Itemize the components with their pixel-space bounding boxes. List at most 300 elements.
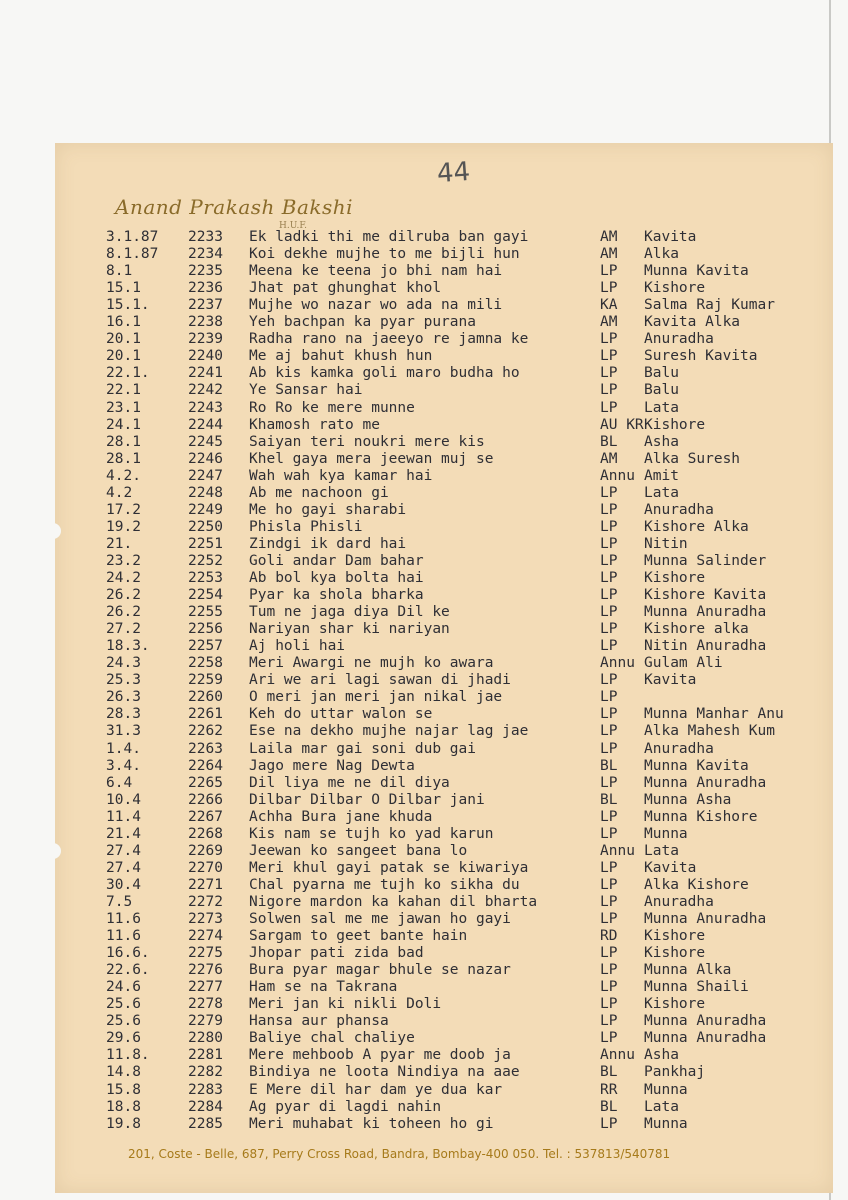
entry-artist: Lata [644,484,679,501]
entry-no: 2259 [188,672,223,689]
table-row [0,706,848,723]
table-row [0,1116,848,1133]
entry-date: 23.1 [106,399,141,416]
entry-no: 2238 [188,314,223,331]
entry-song: Dil liya me ne dil diya [249,774,450,791]
entry-song: Baliye chal chaliye [249,1030,415,1047]
entry-artist: Kishore [644,928,706,945]
entry-code: LP [600,501,618,518]
entry-artist: Kavita Alka [644,314,741,331]
entry-no: 2234 [188,246,223,263]
entry-artist: Alka Suresh [644,450,741,467]
entry-date: 1.4. [106,740,141,757]
table-row [0,758,848,775]
entry-no: 2258 [188,655,223,672]
entry-no: 2273 [188,911,223,927]
entry-date: 16.1 [106,314,141,331]
entry-artist: Nitin Anuradha [644,638,767,655]
entry-song: Tum ne jaga diya Dil ke [249,604,450,621]
table-row [0,485,848,502]
entry-no: 2242 [188,382,223,399]
table-row [0,741,848,758]
entry-artist: Munna Kavita [644,757,749,774]
entry-code: LP [600,825,618,842]
entry-date: 24.3 [106,655,141,672]
entry-code: Annu [600,1047,635,1064]
entry-code: BL [600,1064,618,1081]
entry-song: Jeewan ko sangeet bana lo [249,842,468,859]
entry-date: 28.3 [106,706,141,723]
entry-code: AM [600,450,618,467]
entry-code: AU KR [600,416,644,433]
entry-date: 20.1 [106,331,141,348]
entry-song: Nigore mardon ka kahan dil bharta [249,893,538,910]
entry-code: LP [600,365,618,382]
table-row [0,689,848,706]
entry-artist: Anuradha [644,740,714,757]
entry-artist: Munna Kavita [644,263,749,280]
entry-code: LP [600,484,618,501]
entry-date: 27.4 [106,859,141,876]
table-row [0,723,848,740]
table-row [0,843,848,860]
entry-no: 2233 [188,229,223,245]
entry-code: LP [600,962,618,979]
entry-no: 2281 [188,1047,223,1064]
table-row [0,348,848,365]
entry-date: 26.2 [106,587,141,604]
entry-date: 3.4. [106,757,141,774]
table-row [0,1082,848,1099]
entry-code: LP [600,587,618,604]
entry-date: 11.8. [106,1047,150,1064]
entry-song: Mere mehboob A pyar me doob ja [249,1047,511,1064]
entry-date: 24.1 [106,416,141,433]
entry-code: AM [600,229,618,245]
entry-song: Ag pyar di lagdi nahin [249,1098,442,1115]
entry-no: 2283 [188,1081,223,1098]
entry-artist: Kishore [644,996,706,1013]
entry-code: LP [600,911,618,927]
entry-artist: Lata [644,1098,679,1115]
entry-no: 2279 [188,1013,223,1030]
entry-code: LP [600,638,618,655]
entry-date: 23.2 [106,552,141,569]
entry-date: 24.2 [106,570,141,586]
entry-artist: Munna Shaili [644,979,749,996]
table-row [0,911,848,928]
entry-date: 11.6 [106,911,141,927]
entry-no: 2256 [188,621,223,638]
table-row [0,860,848,877]
entry-date: 15.1 [106,280,141,297]
entry-code: LP [600,604,618,621]
entry-artist: Munna Anuradha [644,774,767,791]
entry-no: 2243 [188,399,223,416]
entry-song: Phisla Phisli [249,518,363,535]
entry-artist: Munna [644,1081,688,1098]
entry-code: LP [600,774,618,791]
entry-date: 18.8 [106,1098,141,1115]
table-row [0,246,848,263]
entry-date: 8.1.87 [106,246,159,263]
entry-song: Jhat pat ghunghat khol [249,280,442,297]
entry-artist: Kishore Alka [644,518,749,535]
table-row [0,1013,848,1030]
entry-song: Bindiya ne loota Nindiya na aae [249,1064,520,1081]
table-row [0,553,848,570]
entry-artist: Asha [644,433,679,450]
entry-code: LP [600,859,618,876]
entry-song: Laila mar gai soni dub gai [249,740,476,757]
entry-artist: Kishore [644,280,706,297]
entry-code: Annu [600,467,635,484]
entry-no: 2241 [188,365,223,382]
handwritten-page-number: 44 [435,156,472,190]
table-row [0,570,848,587]
entry-song: Jago mere Nag Dewta [249,757,415,774]
table-row [0,792,848,809]
table-row [0,536,848,553]
letterhead-name: Anand Prakash Bakshi [115,195,354,219]
entry-date: 19.2 [106,518,141,535]
entry-code: LP [600,979,618,996]
entry-artist: Balu [644,382,679,399]
entry-song: Zindgi ik dard hai [249,535,407,552]
entry-code: LP [600,518,618,535]
entry-no: 2264 [188,757,223,774]
entry-song: Koi dekhe mujhe to me bijli hun [249,246,520,263]
entry-code: BL [600,1098,618,1115]
entry-song: Kis nam se tujh ko yad karun [249,825,494,842]
table-row [0,1047,848,1064]
entry-artist: Munna Asha [644,791,732,808]
entry-artist: Kishore [644,945,706,962]
entry-no: 2249 [188,501,223,518]
entry-artist: Lata [644,399,679,416]
entry-song: Nariyan shar ki nariyan [249,621,450,638]
entry-song: Bura pyar magar bhule se nazar [249,962,511,979]
entry-song: Ari we ari lagi sawan di jhadi [249,672,511,689]
entry-song: Chal pyarna me tujh ko sikha du [249,876,520,893]
entry-date: 15.1. [106,297,150,314]
table-row [0,894,848,911]
entry-date: 26.2 [106,604,141,621]
entry-artist: Salma Raj Kumar [644,297,775,314]
table-row [0,775,848,792]
entry-no: 2269 [188,842,223,859]
table-row [0,962,848,979]
entry-date: 22.1 [106,382,141,399]
entry-code: AM [600,314,618,331]
entry-song: Ese na dekho mujhe najar lag jae [249,723,529,740]
entry-song: Me aj bahut khush hun [249,348,433,365]
entry-song: Ham se na Takrana [249,979,398,996]
entry-artist: Alka Kishore [644,876,749,893]
entry-code: LP [600,672,618,689]
entry-artist: Kishore alka [644,621,749,638]
entry-date: 14.8 [106,1064,141,1081]
table-row [0,263,848,280]
footer-address: 201, Coste - Belle, 687, Perry Cross Road, Bandra, Bombay-400 050. Tel. : 537813/540781 [128,1147,671,1161]
entry-date: 25.6 [106,1013,141,1030]
entry-code: LP [600,996,618,1013]
entry-artist: Munna [644,1115,688,1132]
entry-artist: Asha [644,1047,679,1064]
entry-no: 2244 [188,416,223,433]
entry-no: 2277 [188,979,223,996]
entry-code: LP [600,689,618,706]
entry-date: 21.4 [106,825,141,842]
entry-no: 2274 [188,928,223,945]
entry-date: 15.8 [106,1081,141,1098]
entry-song: Meri khul gayi patak se kiwariya [249,859,529,876]
entry-no: 2270 [188,859,223,876]
entry-no: 2266 [188,791,223,808]
entry-artist: Kishore [644,570,706,586]
entry-no: 2278 [188,996,223,1013]
entry-no: 2260 [188,689,223,706]
entry-date: 8.1 [106,263,133,280]
entry-date: 11.4 [106,808,141,825]
entry-date: 25.6 [106,996,141,1013]
entry-code: LP [600,263,618,280]
table-row [0,331,848,348]
entry-artist: Munna Alka [644,962,732,979]
entry-no: 2254 [188,587,223,604]
entry-date: 11.6 [106,928,141,945]
entry-song: Mujhe wo nazar wo ada na mili [249,297,503,314]
entry-artist: Amit [644,467,679,484]
entry-code: LP [600,945,618,962]
entry-artist: Alka Mahesh Kum [644,723,775,740]
entry-date: 16.6. [106,945,150,962]
entry-artist: Balu [644,365,679,382]
entry-no: 2257 [188,638,223,655]
entry-date: 26.3 [106,689,141,706]
entry-no: 2236 [188,280,223,297]
entry-song: Achha Bura jane khuda [249,808,433,825]
entry-song: Khel gaya mera jeewan muj se [249,450,494,467]
entry-no: 2237 [188,297,223,314]
entry-no: 2280 [188,1030,223,1047]
table-row [0,672,848,689]
entry-date: 25.3 [106,672,141,689]
entry-code: RD [600,928,618,945]
entry-code: LP [600,723,618,740]
entry-no: 2250 [188,518,223,535]
entry-code: LP [600,535,618,552]
table-row [0,434,848,451]
entry-code: LP [600,893,618,910]
entry-code: LP [600,348,618,365]
entry-no: 2255 [188,604,223,621]
entry-code: LP [600,808,618,825]
entry-artist: Pankhaj [644,1064,706,1081]
entry-no: 2285 [188,1115,223,1132]
table-row [0,604,848,621]
entry-date: 7.5 [106,893,133,910]
entry-no: 2252 [188,552,223,569]
entry-artist: Lata [644,842,679,859]
entry-date: 22.1. [106,365,150,382]
entry-artist: Anuradha [644,501,714,518]
entry-date: 10.4 [106,791,141,808]
entry-artist: Kavita [644,859,697,876]
entry-song: Jhopar pati zida bad [249,945,424,962]
entry-no: 2268 [188,825,223,842]
table-row [0,928,848,945]
entry-code: BL [600,757,618,774]
entry-date: 24.6 [106,979,141,996]
entry-artist: Anuradha [644,893,714,910]
entry-code: LP [600,1030,618,1047]
entry-code: BL [600,433,618,450]
entry-date: 28.1 [106,450,141,467]
table-row [0,1064,848,1081]
entry-no: 2248 [188,484,223,501]
entry-artist: Munna Salinder [644,552,767,569]
table-row [0,365,848,382]
entry-date: 18.3. [106,638,150,655]
entry-no: 2235 [188,263,223,280]
table-row [0,638,848,655]
entry-artist: Munna Anuradha [644,1013,767,1030]
entry-date: 20.1 [106,348,141,365]
entry-no: 2271 [188,876,223,893]
entry-code: LP [600,570,618,586]
entry-song: Radha rano na jaeeyo re jamna ke [249,331,529,348]
table-row [0,400,848,417]
entry-code: LP [600,552,618,569]
table-row [0,1099,848,1116]
entry-no: 2265 [188,774,223,791]
entry-artist: Suresh Kavita [644,348,758,365]
entry-no: 2263 [188,740,223,757]
entry-song: Keh do uttar walon se [249,706,433,723]
entry-song: Dilbar Dilbar O Dilbar jani [249,791,485,808]
entry-code: KA [600,297,618,314]
entry-song: O meri jan meri jan nikal jae [249,689,503,706]
entry-song: Pyar ka shola bharka [249,587,424,604]
entry-song: Ab kis kamka goli maro budha ho [249,365,520,382]
entry-code: Annu [600,655,635,672]
entry-artist: Gulam Ali [644,655,723,672]
entry-code: LP [600,876,618,893]
table-row [0,297,848,314]
entry-song: Aj holi hai [249,638,346,655]
table-row [0,877,848,894]
table-row [0,502,848,519]
entry-song: Ro Ro ke mere munne [249,399,415,416]
entry-song: Me ho gayi sharabi [249,501,407,518]
entry-artist: Kishore [644,416,706,433]
entry-no: 2251 [188,535,223,552]
entry-artist: Munna Kishore [644,808,758,825]
entry-song: E Mere dil har dam ye dua kar [249,1081,503,1098]
entry-no: 2245 [188,433,223,450]
table-row [0,826,848,843]
entry-date: 31.3 [106,723,141,740]
entry-artist: Nitin [644,535,688,552]
entry-code: LP [600,1013,618,1030]
table-row [0,1030,848,1047]
entry-code: LP [600,706,618,723]
table-row [0,451,848,468]
entry-code: LP [600,621,618,638]
entry-song: Ye Sansar hai [249,382,363,399]
entry-date: 29.6 [106,1030,141,1047]
entry-date: 19.8 [106,1115,141,1132]
entry-code: AM [600,246,618,263]
entry-artist: Munna Manhar Anu [644,706,784,723]
entry-song: Meena ke teena jo bhi nam hai [249,263,503,280]
entry-code: LP [600,331,618,348]
entry-no: 2262 [188,723,223,740]
entry-date: 28.1 [106,433,141,450]
entry-no: 2276 [188,962,223,979]
entry-no: 2275 [188,945,223,962]
entry-code: LP [600,1115,618,1132]
entry-date: 4.2. [106,467,141,484]
table-row [0,417,848,434]
table-row [0,945,848,962]
entry-code: LP [600,740,618,757]
entry-date: 27.4 [106,842,141,859]
entry-song: Meri muhabat ki toheen ho gi [249,1115,494,1132]
entry-artist: Kishore Kavita [644,587,767,604]
entry-no: 2261 [188,706,223,723]
entry-song: Ab me nachoon gi [249,484,389,501]
entry-artist: Kavita [644,229,697,245]
entry-no: 2282 [188,1064,223,1081]
entry-song: Hansa aur phansa [249,1013,389,1030]
entry-code: Annu [600,842,635,859]
table-row [0,587,848,604]
entry-song: Saiyan teri noukri mere kis [249,433,485,450]
entry-artist: Munna Anuradha [644,604,767,621]
table-row [0,229,848,246]
entry-no: 2272 [188,893,223,910]
entry-date: 27.2 [106,621,141,638]
entry-no: 2239 [188,331,223,348]
entry-song: Khamosh rato me [249,416,380,433]
entry-date: 17.2 [106,501,141,518]
table-row [0,621,848,638]
entry-date: 4.2 [106,484,133,501]
entry-song: Goli andar Dam bahar [249,552,424,569]
entry-no: 2253 [188,570,223,586]
entry-song: Meri Awargi ne mujh ko awara [249,655,494,672]
entry-code: LP [600,382,618,399]
entry-artist: Alka [644,246,679,263]
entry-song: Solwen sal me me jawan ho gayi [249,911,511,927]
entry-code: RR [600,1081,618,1098]
entry-code: LP [600,399,618,416]
letterhead-suffix: H.U.F. [279,221,308,231]
entry-no: 2267 [188,808,223,825]
entry-no: 2240 [188,348,223,365]
entry-artist: Kavita [644,672,697,689]
entry-no: 2246 [188,450,223,467]
entry-code: BL [600,791,618,808]
entry-song: Ek ladki thi me dilruba ban gayi [249,229,529,245]
entry-song: Meri jan ki nikli Doli [249,996,442,1013]
entry-song: Wah wah kya kamar hai [249,467,433,484]
table-row [0,314,848,331]
entry-song: Sargam to geet bante hain [249,928,468,945]
entry-date: 22.6. [106,962,150,979]
